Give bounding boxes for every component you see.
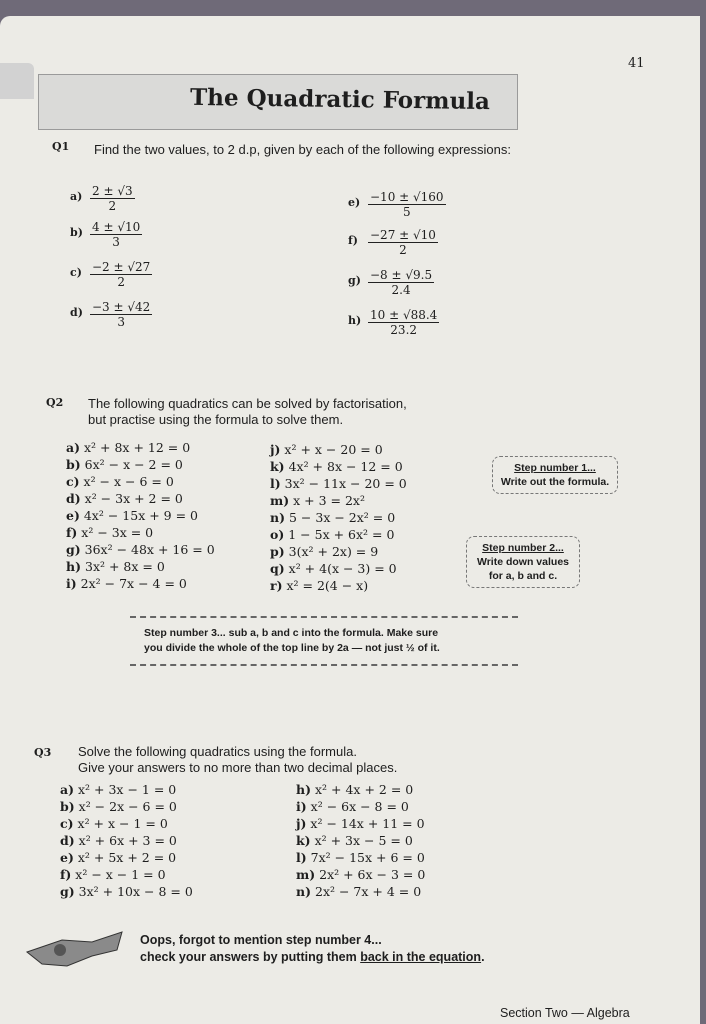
equation-item [296,867,425,882]
oops-line2 [140,949,485,966]
equation-text: x² − x − 6 = 0 [83,474,174,489]
equation-label: m) [270,493,290,508]
equation-text: 3x² − 11x − 20 = 0 [284,476,407,491]
equation-text: x² + 4x + 2 = 0 [315,782,414,797]
equation-item [296,799,409,814]
equation-item [66,474,174,489]
equation-item [60,782,176,797]
equation-label: f) [60,867,72,882]
q1-fraction [90,300,152,329]
equation-text: 3(x² + 2x) = 9 [288,544,379,559]
equation-text: 36x² − 48x + 16 = 0 [84,542,215,557]
equation-item [60,867,166,882]
fraction-numerator: 4 ± √10 [92,220,141,234]
equation-label: b) [60,799,75,814]
fraction-denominator: 3 [112,235,120,249]
q1-item-label: g) [348,274,361,287]
page-tab [0,63,34,99]
q1-item-label: e) [348,196,361,209]
equation-text: 1 − 5x + 6x² = 0 [288,527,395,542]
q1-item-label: b) [70,226,83,239]
equation-item [270,493,365,508]
equation-text: 4x² − 15x + 9 = 0 [83,508,198,523]
oops-line2-a: check your answers by putting them [140,950,361,964]
equation-item [296,782,413,797]
equation-item [270,476,407,491]
tip-step-1-body: Write out the formula. [500,476,610,488]
tip-step-2 [466,536,580,588]
q3-text-line1: Solve the following quadratics using the formula. [78,744,357,759]
q1-item-label: f) [348,234,358,247]
q1-fraction [368,228,438,257]
equation-label: h) [296,782,312,797]
equation-label: j) [270,442,281,457]
equation-text: x² + 3x − 1 = 0 [78,782,177,797]
equation-item [270,578,368,593]
equation-item [60,799,177,814]
q1-fraction [368,308,439,337]
q1-text: Find the two values, to 2 d.p, given by each of the following expressions: [94,142,511,157]
equation-label: n) [270,510,286,525]
equation-item [270,561,397,576]
worksheet-page [0,16,700,1024]
equation-label: e) [60,850,74,865]
q1-fraction [90,220,142,249]
equation-item [296,884,421,899]
q1-item-label: c) [70,266,82,279]
fraction-denominator: 23.2 [390,323,418,337]
fraction-denominator: 2 [108,199,117,213]
equation-text: x² − 6x − 8 = 0 [310,799,409,814]
q1-fraction [90,184,135,213]
q1-fraction [368,268,434,297]
equation-item [296,816,425,831]
fraction-numerator: −2 ± √27 [92,260,151,274]
q1-item-label: d) [70,306,83,319]
fraction-denominator: 3 [117,315,125,329]
equation-label: l) [296,850,307,865]
equation-item [66,491,183,506]
q1-item-label: h) [348,314,362,327]
tip-step-2-body2: for a, b and c. [488,570,558,582]
equation-item [66,576,187,591]
equation-item [66,542,215,557]
equation-text: x² = 2(4 − x) [286,578,369,593]
equation-item [66,457,183,472]
oops-line2-c: . [481,950,485,964]
equation-item [66,508,198,523]
oops-note [140,932,485,966]
equation-text: x² − x − 1 = 0 [75,867,166,882]
equation-text: 3x² + 10x − 8 = 0 [78,884,193,899]
tip-step-3 [130,616,518,666]
equation-label: r) [270,578,283,593]
equation-text: x² − 14x + 11 = 0 [310,816,425,831]
equation-label: h) [66,559,82,574]
equation-item [270,544,378,559]
fraction-numerator: −3 ± √42 [92,300,151,314]
equation-label: q) [270,561,285,576]
equation-text: 6x² − x − 2 = 0 [84,457,183,472]
q2-text-line1: The following quadratics can be solved by factorisation, [88,396,407,411]
equation-label: n) [296,884,312,899]
equation-label: o) [270,527,285,542]
equation-label: m) [296,867,316,882]
equation-item [60,850,176,865]
oops-line2-b: back in the equation [360,950,482,964]
equation-label: c) [66,474,80,489]
equation-label: g) [60,884,75,899]
q2-text-line2: but practise using the formula to solve them. [88,412,344,427]
equation-item [66,559,165,574]
tip-step-2-body1: Write down values [477,556,569,568]
q1-fraction [90,260,152,289]
equation-label: l) [270,476,281,491]
fraction-denominator: 2 [117,275,125,289]
fraction-denominator: 2 [399,243,407,257]
equation-item [66,440,190,455]
fraction-numerator: −8 ± √9.5 [370,268,433,282]
equation-text: 7x² − 15x + 6 = 0 [310,850,425,865]
equation-label: a) [60,782,75,797]
q1-label: Q1 [52,140,70,153]
equation-label: b) [66,457,81,472]
equation-text: x² + 5x + 2 = 0 [77,850,177,865]
page-edge [700,0,706,1024]
equation-text: 4x² + 8x − 12 = 0 [288,459,403,474]
equation-text: x² + 3x − 5 = 0 [314,833,413,848]
tip-step-1 [492,456,618,494]
equation-label: g) [66,542,81,557]
equation-item [60,833,177,848]
equation-text: 2x² + 6x − 3 = 0 [319,867,426,882]
q2-label: Q2 [46,396,64,409]
equation-text: x² + x − 20 = 0 [284,442,383,457]
fraction-numerator: 10 ± √88.4 [370,308,438,322]
equation-label: e) [66,508,80,523]
equation-label: k) [270,459,285,474]
equation-text: 3x² + 8x = 0 [85,559,165,574]
equation-label: j) [296,816,307,831]
equation-text: 2x² − 7x − 4 = 0 [80,576,187,591]
equation-text: x² + 6x + 3 = 0 [78,833,177,848]
equation-item [296,850,425,865]
equation-text: x² − 3x + 2 = 0 [84,491,183,506]
equation-text: 2x² − 7x + 4 = 0 [315,884,422,899]
step-3-line1: Step number 3... sub a, b and c into the formula. Make sure [144,627,439,639]
equation-item [270,510,395,525]
q3-text-line2: Give your answers to no more than two decimal places. [78,760,398,775]
equation-text: x + 3 = 2x² [293,493,365,508]
equation-label: d) [60,833,75,848]
equation-item [296,833,413,848]
q1-fraction [368,190,446,219]
equation-label: f) [66,525,78,540]
equation-label: c) [60,816,74,831]
page-title: The Quadratic Formula [189,83,491,116]
oops-line1: Oops, forgot to mention step number 4... [140,933,382,947]
equation-text: 5 − 3x − 2x² = 0 [289,510,396,525]
q3-label: Q3 [34,746,52,759]
equation-text: x² − 2x − 6 = 0 [78,799,177,814]
fraction-denominator: 2.4 [391,283,411,297]
equation-item [270,459,403,474]
equation-text: x² + 8x + 12 = 0 [84,440,191,455]
page-number: 41 [628,56,645,71]
section-footer: Section Two — Algebra [500,1006,630,1020]
equation-label: p) [270,544,285,559]
equation-text: x² + x − 1 = 0 [77,816,168,831]
equation-label: i) [296,799,307,814]
equation-label: k) [296,833,311,848]
equation-text: x² − 3x = 0 [81,525,154,540]
cartoon-illustration-icon [22,922,132,972]
equation-label: i) [66,576,77,591]
fraction-numerator: 2 ± √3 [92,184,133,198]
fraction-numerator: −10 ± √160 [370,190,444,204]
equation-label: d) [66,491,81,506]
step-3-line2: you divide the whole of the top line by 2a — not just ½ of it. [144,642,440,654]
equation-item [60,884,193,899]
equation-item [66,525,153,540]
fraction-denominator: 5 [402,205,411,219]
equation-item [270,527,394,542]
tip-step-2-title: Step number 2... [482,542,564,554]
tip-step-1-title: Step number 1... [514,462,596,474]
equation-item [60,816,168,831]
fraction-numerator: −27 ± √10 [370,228,436,242]
equation-item [270,442,383,457]
equation-text: x² + 4(x − 3) = 0 [288,561,397,576]
equation-label: a) [66,440,81,455]
q1-item-label: a) [70,190,83,203]
